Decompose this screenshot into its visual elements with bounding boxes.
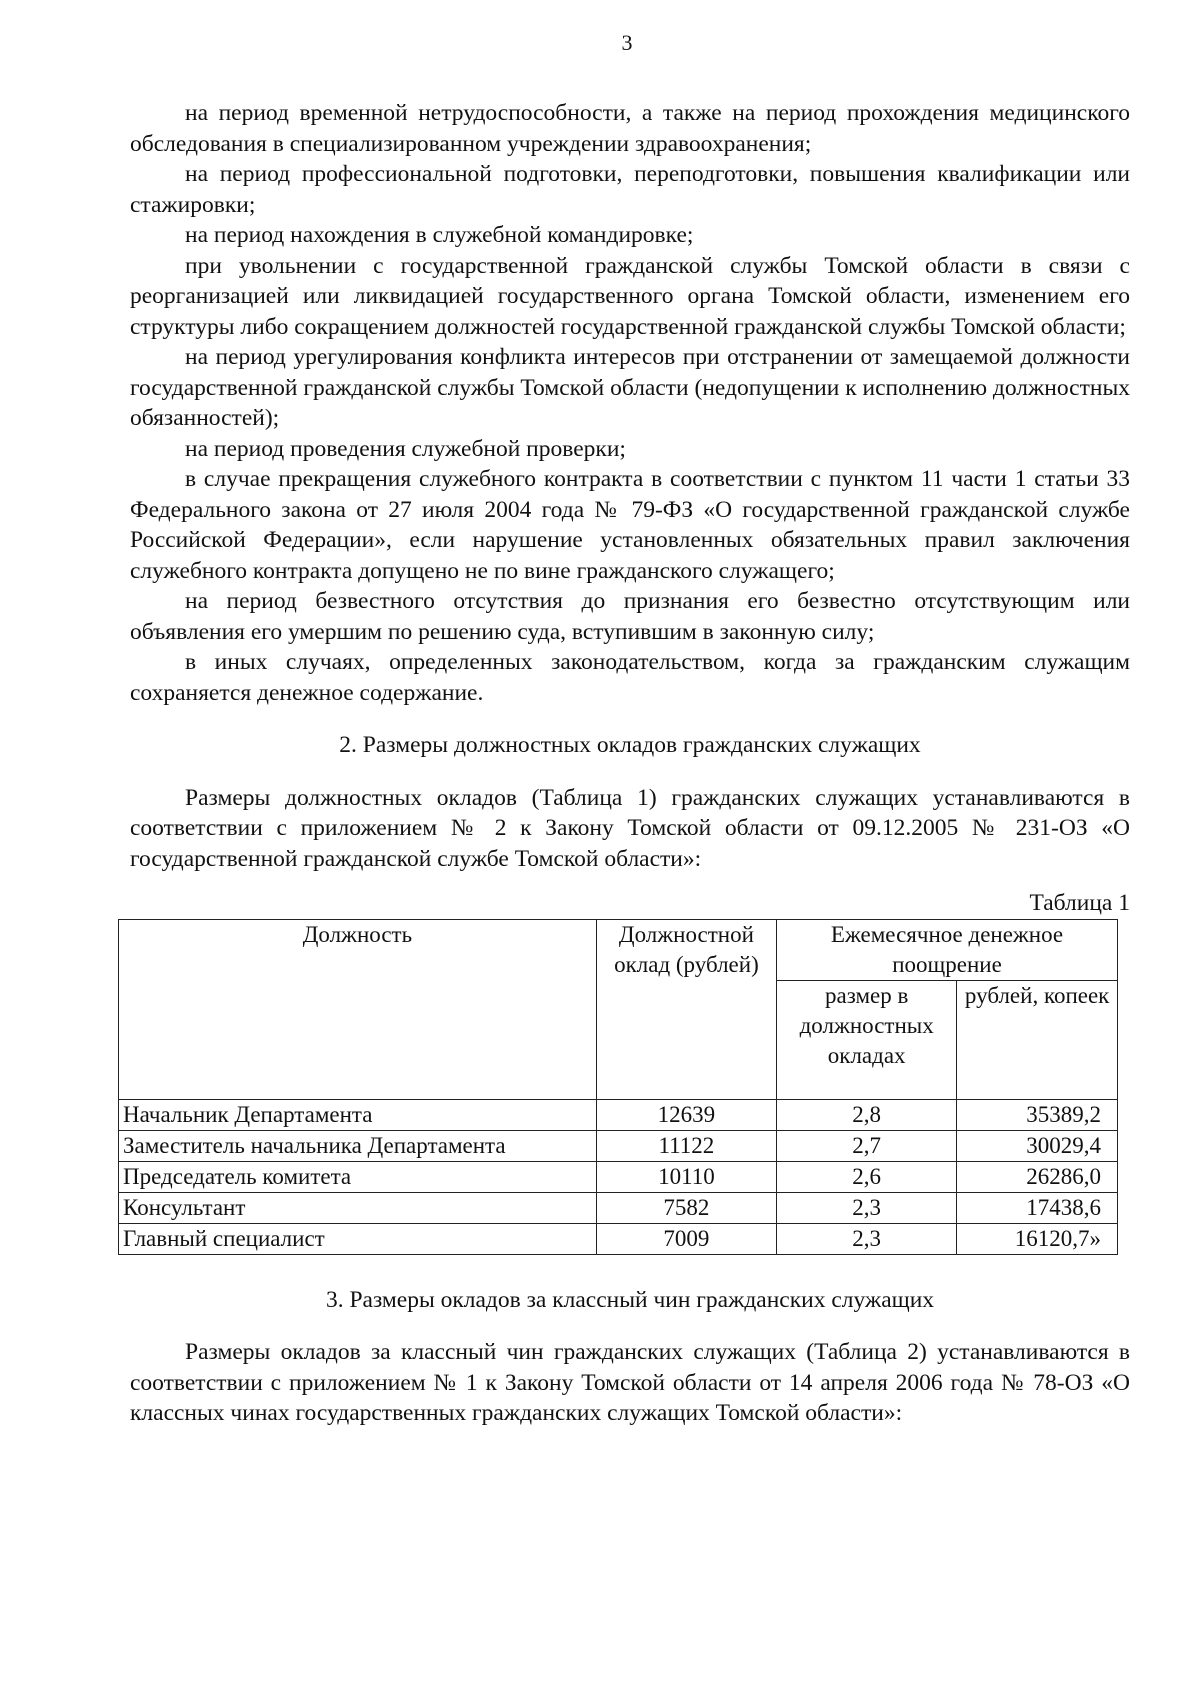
header-position: Должность xyxy=(119,919,597,1099)
cell-amount: 16120,7» xyxy=(957,1223,1118,1254)
cell-position: Председатель комитета xyxy=(119,1161,597,1192)
paragraph: на период профессиональной подготовки, переподготовки, повышения квалификации или стажировки; xyxy=(130,161,1130,218)
table-row xyxy=(119,1099,1118,1130)
cell-factor: 2,7 xyxy=(777,1130,957,1161)
paragraph: на период проведения служебной проверки; xyxy=(185,435,626,462)
table-row xyxy=(119,1192,1118,1223)
paragraph: на период нахождения в служебной командировке; xyxy=(185,222,694,248)
section-2-heading: 2. Размеры должностных окладов гражданских служащих xyxy=(339,732,921,758)
cell-position: Консультант xyxy=(119,1192,597,1223)
header-salary: Должностной оклад (рублей) xyxy=(596,919,776,1099)
table-1-caption: Таблица 1 xyxy=(1029,890,1130,916)
section-2-text: Размеры должностных окладов (Таблица 1) гражданских служащих устанавливаются в соответствии с приложением № 2 к Закону Томской области от 09.12.2005 № 231-ОЗ «О государственной гражданской службе Томской области»: xyxy=(130,784,1130,872)
table-row xyxy=(119,1223,1118,1254)
cell-amount: 30029,4 xyxy=(957,1130,1118,1161)
paragraph: на период безвестного отсутствия до признания его безвестно отсутствующим или объявления его умершим по решению суда, вступившим в законную силу; xyxy=(130,588,1130,645)
cell-salary: 11122 xyxy=(596,1130,776,1161)
cell-factor: 2,3 xyxy=(777,1192,957,1223)
table-row xyxy=(119,1130,1118,1161)
header-bonus-size: размер в должностных окладах xyxy=(777,980,957,1099)
cell-amount: 35389,2 xyxy=(957,1099,1118,1130)
cell-factor: 2,3 xyxy=(777,1223,957,1254)
section-3-heading: 3. Размеры окладов за классный чин гражданских служащих xyxy=(325,1286,935,1313)
paragraph: в иных случаях, определенных законодательством, когда за гражданским служащим сохраняется денежное содержание. xyxy=(130,649,1130,706)
table-row xyxy=(119,1161,1118,1192)
document-body xyxy=(123,98,1130,1429)
salary-table xyxy=(118,919,1118,1255)
cell-amount: 26286,0 xyxy=(957,1161,1118,1192)
cell-factor: 2,8 xyxy=(777,1099,957,1130)
paragraph: на период урегулирования конфликта интересов при отстранении от замещаемой должности государственной гражданской службы Томской области (недопущении к исполнению должностных обязанностей); xyxy=(130,344,1130,431)
page-number: 3 xyxy=(621,30,633,55)
cell-amount: 17438,6 xyxy=(957,1192,1118,1223)
cell-salary: 10110 xyxy=(596,1161,776,1192)
header-bonus: Ежемесячное денежное поощрение xyxy=(777,919,1118,980)
header-bonus-rub: рублей, копеек xyxy=(957,980,1118,1099)
cell-salary: 7582 xyxy=(596,1192,776,1223)
cell-factor: 2,6 xyxy=(777,1161,957,1192)
cell-position: Начальник Департамента xyxy=(119,1099,597,1130)
cell-position: Главный специалист xyxy=(119,1223,597,1254)
cell-salary: 12639 xyxy=(596,1099,776,1130)
paragraph: в случае прекращения служебного контракта в соответствии с пунктом 11 части 1 статьи 33 Федерального закона от 27 июля 2004 года № 79-ФЗ «О государственной гражданской службе Российской Федерации», если нарушение установленных обязательных правил заключения служебного контракта допущено не по вине гражданского служащего; xyxy=(130,466,1130,584)
section-3-text: Размеры окладов за классный чин гражданских служащих (Таблица 2) устанавливаются в соответствии с приложением № 1 к Закону Томской области от 14 апреля 2006 года № 78-ОЗ «О классных чинах государственных гражданских служащих Томской области»: xyxy=(130,1339,1130,1426)
cell-salary: 7009 xyxy=(596,1223,776,1254)
paragraph: на период временной нетрудоспособности, а также на период прохождения медицинского обследования в специализированном учреждении здравоохранения; xyxy=(130,100,1130,157)
cell-position: Заместитель начальника Департамента xyxy=(119,1130,597,1161)
paragraph: при увольнении с государственной гражданской службы Томской области в связи с реорганизацией или ликвидацией государственного органа Томской области, изменением его структуры либо сокращением должностей государственной гражданской службы Томской области; xyxy=(130,252,1130,340)
